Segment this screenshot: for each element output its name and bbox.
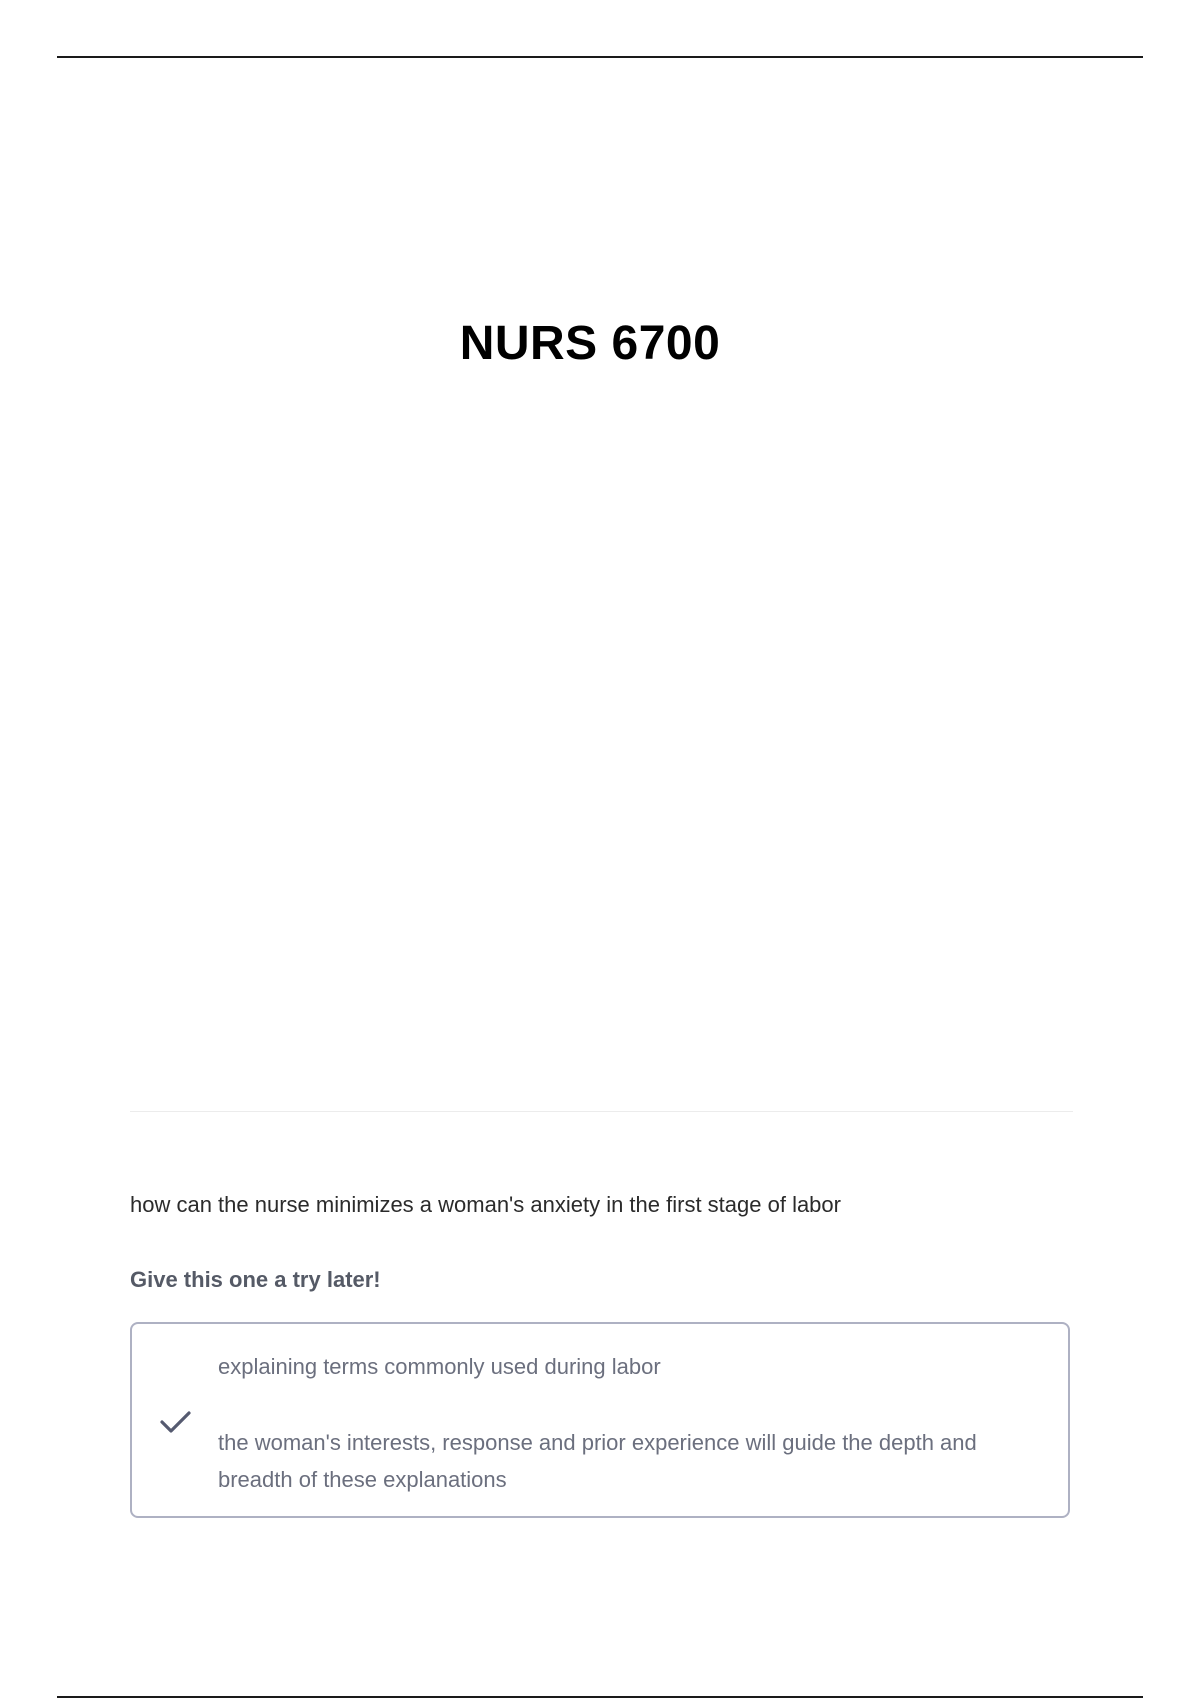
answer-card[interactable] <box>130 1322 1070 1518</box>
section-divider <box>130 1111 1073 1112</box>
answer-term: explaining terms commonly used during labor <box>218 1354 661 1379</box>
answer-definition: the woman's interests, response and prior experience will guide the depth and breadth of these explanations <box>218 1430 977 1492</box>
page-top-rule <box>57 56 1143 58</box>
question-text: how can the nurse minimizes a woman's anxiety in the first stage of labor <box>130 1192 841 1217</box>
try-later-label: Give this one a try later! <box>130 1267 381 1292</box>
page-bottom-rule <box>57 1696 1143 1698</box>
document-title: NURS 6700 <box>459 317 721 370</box>
checkmark-icon <box>158 1408 194 1438</box>
